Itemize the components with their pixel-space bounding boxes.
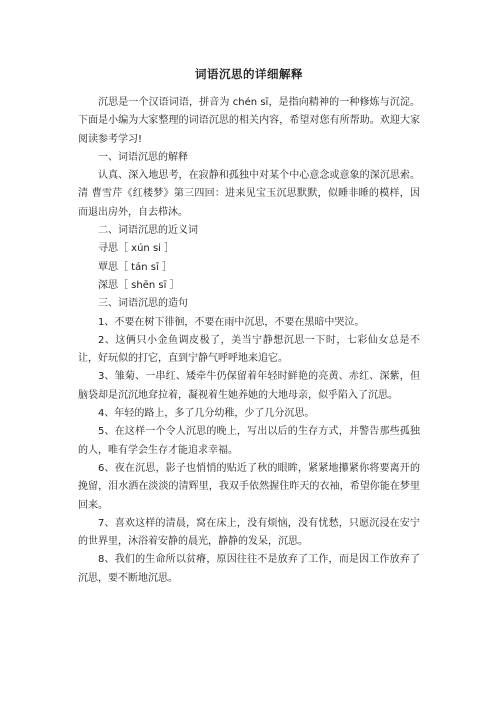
section-heading-explanation: 一、词语沉思的解释 (98, 151, 188, 163)
synonym-item: 覃思［ tán sī ］ (98, 261, 172, 273)
sentence-item: 4、年轻的路上，多了几分幼稚，少了几分沉思。 (98, 408, 315, 420)
document-title: 词语沉思的详细解释 (195, 67, 303, 81)
synonym-item: 寻思［ xún si ］ (98, 243, 175, 255)
sentence-item: 1、不要在树下徘徊，不要在雨中沉思，不要在黑暗中哭泣。 (98, 316, 365, 328)
intro-paragraph: 沉思是一个汉语词语，拼音为 chén sī，是指向精神的一种修炼与沉淀。下面是小编为大家整理的词语沉思的相关内容，希望对您有所帮助。欢迎大家阅读参考学习! (78, 97, 420, 145)
sentence-item: 5、在这样一个令人沉思的晚上，写出以后的生存方式，并警告那些孤独的人，唯有学会生存才能追求幸福。 (78, 426, 420, 456)
sentence-item: 3、雏菊、一串红、矮牵牛仍保留着年轻时鲜艳的亮黄、赤红、深紫，但脑袋却是沉沉地耷拉着，凝视着生她养她的大地母亲，似乎陷入了沉思。 (78, 371, 420, 401)
explanation-paragraph: 认真、深入地思考，在寂静和孤独中对某个中心意念或意象的深沉思索。清 曹雪芹《红楼梦》第三四回：进来见宝玉沉思默默，似睡非睡的模样，因而退出房外，自去栉沐。 (78, 170, 420, 218)
section-heading-sentences: 三、词语沉思的造句 (98, 298, 188, 310)
sentence-item: 6、夜在沉思，影子也悄悄的贴近了秋的眼眸，紧紧地攥紧你将要离开的挽留，泪水洒在淡淡的清辉里，我双手依然握住昨天的衣袖，希望你能在梦里回来。 (78, 462, 420, 511)
sentence-item: 2、这俩只小金鱼调皮极了，美当宁静想沉思一下时，七彩仙女总是不让，好玩似的打它，直到宁静气呼呼地来追它。 (78, 334, 420, 365)
section-heading-synonyms: 二、词语沉思的近义词 (98, 225, 198, 237)
sentence-item: 7、喜欢这样的清晨，窝在床上，没有烦恼，没有忧愁，只愿沉浸在安宁的世界里，沐浴着安静的晨光，静静的发呆，沉思。 (78, 517, 420, 548)
synonym-item: 深思［ shēn sī ］ (98, 279, 180, 291)
sentence-item: 8、我们的生命所以贫瘠，原因往往不是放弃了工作，而是因工作放弃了沉思，要不断地沉思。 (78, 554, 420, 584)
